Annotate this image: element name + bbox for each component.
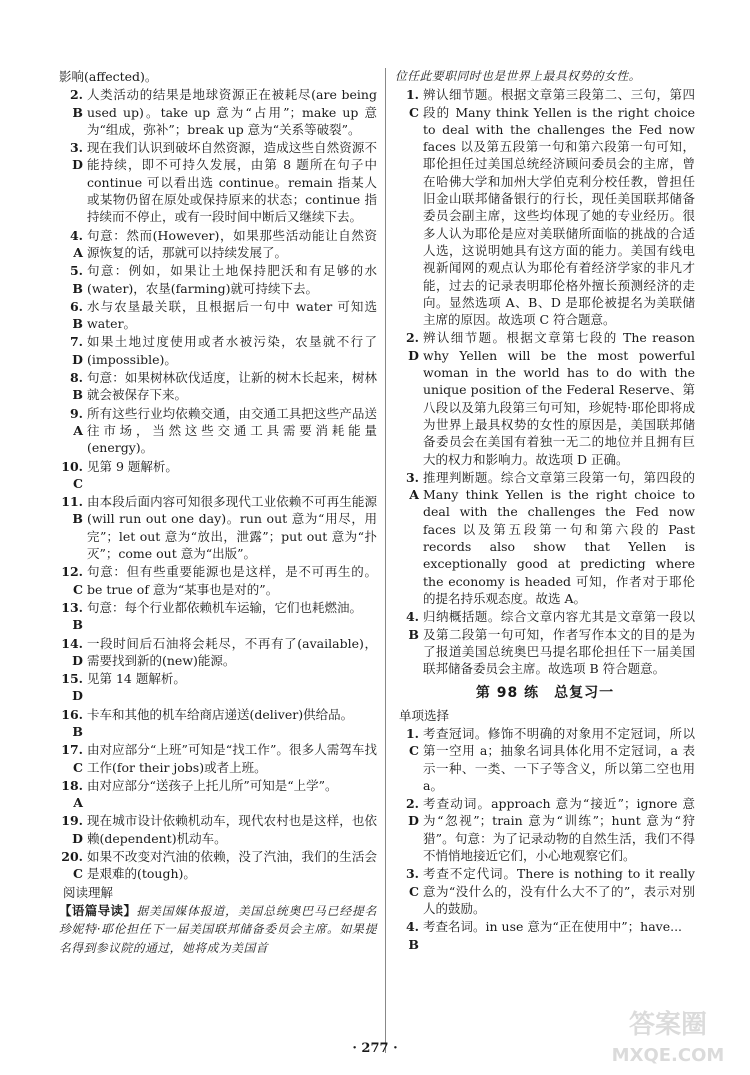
guide-tail: 位任此要职同时也是世界上最具权势的女性。 (395, 69, 641, 83)
answer-item: 5. B 句意：例如，如果让土地保持肥沃和有足够的水(water)，农垦(farming)就可持续下去。 (69, 263, 377, 296)
answer-item: 17. C 由对应部分“上班”可知是“找工作”。很多人需驾车找工作(for their jobs)或者上班。 (61, 742, 377, 775)
answer-item: 20. C 如果不改变对汽油的依赖，没了汽油，我们的生活会是艰难的(tough)。 (61, 849, 377, 882)
answer-item: 2. D 考查动词。approach 意为“接近”；ignore 意为“忽视”；train 意为“训练”；hunt 意为“狩猎”。句意：为了记录动物的自然生活，我们不得不悄悄地接近它们，小心地观察它们。 (405, 796, 695, 864)
guide-label: 【语篇导读】 (59, 902, 137, 918)
right-column (395, 68, 695, 954)
reading-guide (59, 902, 377, 957)
answer-item: 4. A 句意：然而(However)，如果那些活动能让自然资源恢复的话，那就可以持续发展了。 (69, 227, 377, 260)
cloze-answer-list (59, 86, 377, 882)
watermark-logo (598, 999, 738, 1069)
reading-heading: 阅读理解 (63, 884, 114, 900)
answer-item: 1. C 辨认细节题。根据文章第三段第二、三句，第四段的 Many think Yellen is the right choice to deal with the challenges the Fed now faces 以及第五段第一句和第六段第一句可知，耶伦担任过美国总统经济顾问委员会的主席，曾在哈佛大学和加州大学伯克利分校任教，曾担任旧金山联邦储备银行的行长，现任美国联邦储备委员会副主席，这些均体现了她的专业经历。很多人认为耶伦是应对美联储所面临的挑战的合适人选，这说明她具有这方面的能力。美国有线电视新闻网的观点认为耶伦有着经济学家的非凡才能，过去的记录表明耶伦格外擅长预测经济的走向。显然选项 A、B、D 是耶伦被提名为美联储主席的原因。故选项 C 符合题意。 (405, 87, 695, 328)
answer-item: 13. B 句意：每个行业都依赖机车运输，它们也耗燃油。 (61, 599, 363, 633)
watermark-text-2: MXQE.COM (611, 1045, 725, 1066)
answer-item: 10. C 见第 9 题解析。 (61, 458, 178, 491)
answer-item: 15. D 见第 14 题解析。 (61, 671, 186, 704)
answer-item: 4. B 归纳概括题。综合文章内容尤其是文章第一段以及第二段第一句可知，作者写作本文的目的是为了报道美国总统奥巴马提名耶伦担任下一届美国联邦储备委员会主席。故选项 B 符合题意。 (405, 609, 695, 677)
answer-item: 3. D 现在我们认识到破坏自然资源，造成这些自然资源不能持续，即不可持久发展，由第 8 题所在句子中 continue 可以看出选 continue。remain 指某人或某物仍留在原处或保持原来的状态；continue 指持续而不停止，或有一段时间中断后又继续下去。 (69, 140, 377, 225)
answer-item: 3. A 推理判断题。综合文章第三段第一句，第四段的 Many think Yellen is the right choice to deal with the challenges the Fed now faces 以及第五段第一句和第六段的 Past records also show that Yellen is exceptionally good at predicting where the economy is headed 可知，作者对于耶伦的提名持乐观态度。故选 A。 (405, 469, 695, 606)
section-title: 第 98 练 总复习一 (475, 685, 615, 702)
page-number: · 277 · (352, 1041, 398, 1056)
answer-item: 6. B 水与农垦最关联，且根据后一句中 water 可知选 water。 (69, 298, 377, 332)
reading-answer-list (395, 86, 695, 677)
answer-item: 3. C 考查不定代词。There is nothing to it really 意为“没什么的，没有什么大不了的”，表示对别人的鼓励。 (405, 866, 695, 916)
answer-item: 12. C 句意：但有些重要能源也是这样，是不可再生的。be true of 意为“某事也是对的”。 (61, 564, 377, 597)
answer-item: 7. D 如果土地过度使用或者水被污染，农垦就不行了(impossible)。 (69, 334, 377, 367)
answer-item: 2. D 辨认细节题。根据文章第七段的 The reason why Yellen will be the most powerful woman in the world has to do with the unique position of the Federal Reserve、第八段以及第九段第三句可知，珍妮特·耶伦即将成为世界上最具权势的女性的原因是，美国联邦储备委员会在美国有着独一无二的地位并且拥有巨大的权力和影响力。故选项 D 正确。 (405, 330, 695, 467)
answer-item: 19. D 现在城市设计依赖机动车，现代农村也是这样，也依赖(dependent)机动车。 (61, 813, 377, 846)
intro-tail: 影响(affected)。 (59, 69, 158, 84)
answer-item: 2. B 人类活动的结果是地球资源正在被耗尽(are being used up)。take up 意为“占用”；make up 意为“组成，弥补”；break up 意为“关系等破裂”。 (69, 87, 377, 137)
choice-answer-list (395, 725, 695, 953)
choice-heading: 单项选择 (399, 707, 450, 723)
guide-text: 据美国媒体报道，美国总统奥巴马已经提名珍妮特·耶伦担任下一届美国联邦储备委员会主席。如果提名得到参议院的通过，她将成为美国首 (59, 903, 377, 955)
answer-item: 16. B 卡车和其他的机车给商店递送(deliver)供给品。 (61, 706, 354, 739)
answer-item: 1. C 考查冠词。修饰不明确的对象用不定冠词，所以第一空用 a；抽象名词具体化用不定冠词，a 表示一种、一类、一下子等含义，所以第二空也用 a。 (405, 725, 695, 793)
answer-item: 8. B 句意：如果树林砍伐适度，让新的树木长起来，树林就会被保存下来。 (69, 370, 377, 403)
answer-item: 4. B 考查名词。in use 意为“正在使用中”；have... (405, 919, 683, 952)
answer-item: 11. B 由本段后面内容可知很多现代工业依赖不可再生能源(will run out one day)。run out 意为“用尽，用完”；let out 意为“放出，泄露”；put out 意为“扑灭”；come out 意为“出版”。 (61, 494, 377, 562)
column-divider (385, 68, 386, 1053)
watermark-text-1: 答案圈 (628, 1010, 708, 1040)
answer-item: 18. A 由对应部分“送孩子上托儿所”可知是“上学”。 (61, 777, 338, 811)
answer-item: 9. A 所有这些行业均依赖交通，由交通工具把这些产品送往市场，当然这些交通工具需要消耗能量(energy)。 (69, 405, 377, 456)
answer-item: 14. D 一段时间后石油将会耗尽，不再有了(available)，需要找到新的(new)能源。 (61, 635, 377, 668)
left-column (59, 68, 377, 958)
